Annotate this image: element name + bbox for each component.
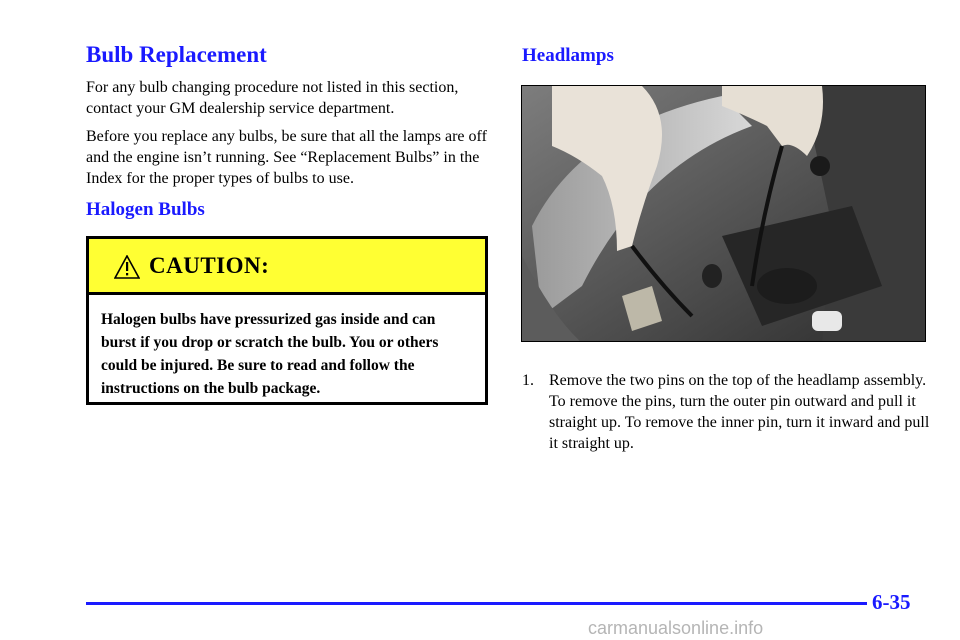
caution-header (89, 239, 485, 295)
headlamp-removal-photo (521, 85, 926, 342)
section-heading-halogen-bulbs: Halogen Bulbs (86, 199, 205, 220)
caution-title: CAUTION: (149, 253, 270, 278)
page-number: 6-35 (872, 590, 911, 614)
watermark-text[interactable]: carmanualsonline.info (588, 618, 764, 638)
caution-text: Halogen bulbs have pressurized gas inside and can burst if you drop or scratch the bulb. You or others could be injured. Be sure to read and follow the instructions on the bulb package. (101, 311, 439, 397)
intro-paragraph-1: For any bulb changing procedure not listed in this section, contact your GM dealership service department. (86, 79, 459, 117)
headlamp-photo-illustration (522, 86, 926, 342)
footer-rule (86, 602, 867, 605)
page-title: Bulb Replacement (86, 42, 267, 67)
warning-triangle-icon (114, 255, 140, 279)
caution-box (86, 236, 488, 405)
intro-paragraph-2: Before you replace any bulbs, be sure that all the lamps are off and the engine isn’t running. See “Replacement Bulbs” in the Index for the proper types of bulbs to use. (86, 128, 487, 187)
step-1-number: 1. (522, 372, 534, 389)
step-1-text: Remove the two pins on the top of the headlamp assembly. To remove the pins, turn the outer pin outward and pull it straight up. To remove the inner pin, turn it inward and pull it straight up. (549, 372, 930, 452)
section-heading-headlamps: Headlamps (522, 45, 614, 66)
